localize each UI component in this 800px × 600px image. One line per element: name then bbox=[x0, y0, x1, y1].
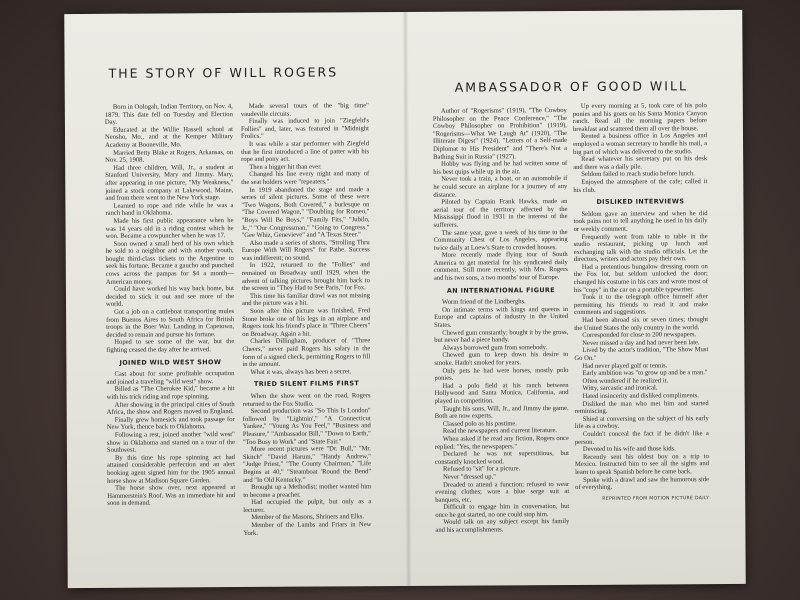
paragraph: Often wondered if he realized it. bbox=[582, 377, 669, 385]
paragraph: Declared he was not superstitious, but constantly knocked wood. bbox=[434, 450, 569, 466]
paragraph: Never "dressed up." bbox=[443, 473, 496, 481]
section-heading: JOINED WILD WEST SHOW bbox=[119, 357, 222, 367]
paragraph: Finally grew homesick and took passage for New York, thence back to Oklahoma. bbox=[106, 415, 235, 432]
paragraph: Dreaded to attend a function; refused to wear evening clothes; wore a blue serge suit at banquets, etc. bbox=[435, 480, 570, 504]
paragraph: Brought up a Methodist; mother wanted him to become a preacher. bbox=[243, 483, 372, 499]
paragraph: The horse show over, next appeared at Hammerstein's Roof. Was an immediate hit and soon in demand. bbox=[107, 484, 236, 508]
paragraph: Got a job on a cattleboat transporting mules from Buenos Aires to South Africa for British troops in the Boer War. Landing in Capetown, decided to remain and pursue his fortune. bbox=[106, 308, 235, 339]
column-1 bbox=[105, 103, 235, 508]
paragraph: Had been abroad six or seven times; thought the United States the only country in the world. bbox=[574, 316, 709, 332]
paragraph: Also made a series of shorts, "Strolling Thru Europe With Will Rogers" for Pathe. Success was indifferent; no sound. bbox=[241, 238, 370, 262]
paragraph: On intimate terms with kings and queens in Europe and captains of industry in the United States. bbox=[434, 305, 569, 329]
paragraph: Born in Oologah, Indian Territory, on Nov. 4, 1879. This date fell on Tuesday and Election Day. bbox=[104, 103, 233, 127]
column-4 bbox=[573, 102, 709, 503]
paragraph: Soon after this picture was finished, Fred Stone broke one of his legs in an airplane and Rogers took his friend's place in "Three Cheers" on Broadway. Again a hit. bbox=[242, 307, 371, 338]
paragraph: Made several tours of the "big time" vaudeville circuits. bbox=[240, 102, 369, 118]
paragraph: Could have worked his way back home, but decided to stick it out and see more of the world. bbox=[105, 285, 235, 309]
paragraph: Worm friend of the Lindberghs. bbox=[442, 298, 526, 307]
paragraph: Always borrowed gum from somebody. bbox=[442, 343, 548, 352]
paragraph: Shied at conversing on the subject of his early life as a cowboy. bbox=[574, 414, 709, 431]
paragraph: Recently sent his oldest boy on a trip to Mexico. Instructed him to see all the sights and learn to speak Spanish before he came back. bbox=[574, 452, 710, 476]
paragraph: Took it to the telegraph office himself after permitting his friends to read it and make comments and suggestions. bbox=[574, 293, 709, 317]
paragraph: Billed as "The Cherokee Kid," became a hit with his trick riding and rope spinning. bbox=[106, 385, 235, 401]
paragraph: Frequently went from table to table in the studio restaurant, picking up lunch and exchanging talk with the studio officials. Let the directors, writers and actors pay their own. bbox=[573, 232, 708, 264]
paragraph: Read whatever his secretary put on his desk and there was a daily pile. bbox=[573, 155, 708, 171]
paragraph: Married Betty Blake at Rogers, Arkansas, on Nov. 25, 1908. bbox=[105, 148, 234, 164]
paragraph: Corresponded for close to 200 newspapers. bbox=[582, 331, 697, 340]
paragraph: Read the newspapers and current literature. bbox=[442, 427, 558, 436]
paragraph: Would talk on any subject except his family and his accomplishments. bbox=[435, 518, 570, 534]
paragraph: Difficult to engage him in conversation, but once he got started, no one could stop him. bbox=[435, 503, 570, 519]
center-fold bbox=[402, 12, 412, 586]
paragraph: In 1922, returned to the "Follies" and remained on Broadway until 1929, when the advent of talking pictures brought him back to the screen in "They Had to See Paris," for Fox. bbox=[241, 261, 370, 293]
paragraph: Changed his line every night and many of the seat holders were "repeaters." bbox=[241, 170, 370, 186]
paragraph: Seldom failed to reach studio before lunch. bbox=[581, 170, 695, 179]
paragraph: It was while a star performer with Ziegfeld that he first introduced a line of patter with his rope and pony act. bbox=[241, 140, 370, 164]
paragraph: Classed polo as his pastime. bbox=[442, 420, 517, 428]
paragraph: Taught his sons, Will, Jr., and Jimmy the game. Both are now experts. bbox=[434, 404, 569, 420]
paragraph: Had a polo field at his ranch between Hollywood and Santa Monica, California, and played in competition. bbox=[434, 381, 569, 405]
right-page-title: AMBASSADOR OF GOOD WILL bbox=[454, 78, 688, 95]
paragraph: Hoped to see some of the war, but the fighting ceased the day after he arrived. bbox=[106, 338, 235, 354]
paragraph: This time his familiar drawl was not missing and the picture was a hit. bbox=[242, 292, 370, 308]
paragraph: Refused to "sit" for a picture. bbox=[443, 465, 521, 474]
paragraph: Made his first public appearance when he was 14 years old in a riding contest which he won. Became a cowpuncher when he was 17. bbox=[105, 216, 234, 240]
paragraph: Then a bigger hit than ever. bbox=[249, 163, 322, 171]
paragraph: Spoke with a drawl and saw the humorous side of everything. bbox=[575, 475, 710, 492]
paragraph: Chewed gum to keep down his desire to smoke. Hadn't smoked for years. bbox=[434, 351, 569, 367]
paragraph: Disliked the man who met him and started reminiscing. bbox=[574, 399, 709, 416]
paragraph: Finally was induced to join "Ziegfeld's Follies" and, later, was featured in "Midnight Frolics." bbox=[240, 117, 369, 141]
paragraph: Had a pretentious bungalow dressing room on the Fox lot, but seldom unlocked the door; changed his costume in his cars and wrote most of his "copy" in the car on a portable typewriter. bbox=[573, 263, 708, 294]
paragraph: Had never played golf or tennis. bbox=[582, 361, 668, 370]
column-3 bbox=[433, 107, 570, 534]
paragraph: Hobby was flying and he had written some of his best quips while up in the air. bbox=[433, 160, 568, 176]
paragraph: Seldom gave an interview and when he did took pains not to tell anything he used in his daily or weekly comment. bbox=[573, 209, 708, 233]
paragraph: In 1919 abandoned the stage and made a series of silent pictures. Some of these were "Two Wagons, Both Covered," a burlesque on "The Covered Wagon," "Doubling for Romeo," "Boys Will Be Boys," "Family Fits," "Jubilo, Jr.," "Our Congressman," "Going to Congress," "Gee Whiz, Genevieve" and "A Texas Steer." bbox=[241, 185, 370, 240]
paragraph: Member of the Lambs and Friars in New York. bbox=[243, 521, 372, 537]
section-heading: DISLIKED INTERVIEWS bbox=[596, 197, 685, 206]
paragraph: Witty, sarcastic and ironical. bbox=[582, 384, 658, 393]
paragraph: Never missed a day and had never been late. bbox=[582, 339, 700, 347]
paragraph: Chewed gum constantly; bought it by the gross, but never had a piece handy. bbox=[434, 328, 569, 345]
paragraph: Second production was "So This Is London" followed by "Lightnin'," "A Connecticut Yankee," "Young As You Feel," "Business and Pleasure," "Ambassador Bill," "Down to Earth," "Too Busy to Work" and "State Fair." bbox=[242, 407, 371, 446]
reprint-credit: REPRINTED FROM MOTION PICTURE DAILY bbox=[602, 495, 710, 502]
paragraph: What it was, always has been a secret. bbox=[250, 368, 352, 376]
paragraph: More recently made flying tour of South America to get material for his syndicated daily comment. Still more recently, with Mrs. Rogers and his two sons, a two months' tour of Europe. bbox=[433, 251, 568, 282]
paragraph: Piloted by Captain Frank Hawks, made an aerial tour of the territory affected by the Mississippi flood in 1931 in the interest of the sufferers. bbox=[433, 198, 568, 229]
paragraph: Following a rest, joined another "wild west" show in Oklahoma and started on a tour of the Southwest. bbox=[106, 430, 235, 454]
paragraph: Up every morning at 5, took care of his polo ponies and his goats on his Santa Monica Canyon ranch. Read all the morning papers before breakfast and scattered them all over the house. bbox=[572, 102, 707, 133]
paragraph: Member of the Masons, Shriners and Elks. bbox=[251, 513, 365, 522]
paragraph: Couldn't conceal the fact if he didn't like a person. bbox=[574, 430, 709, 446]
paragraph: Author of "Rogerisms" (1919), "The Cowboy Philosopher on the Peace Conference," "The Cowboy Philosopher on Prohibition" (1919), "Rogerisms—What We Laugh At" (1920), "The Illiterate Digest" (1924), "Letters of a Self-made Diplomat to His President" and "There's Not a Bathing Suit in Russia" (1927). bbox=[432, 107, 568, 161]
paragraph: Learned to rope and ride while he was a ranch hand in Oklahoma. bbox=[105, 201, 234, 218]
paragraph: Soon owned a small herd of his own which he sold to a neighbor and with another youth, bought third-class tickets to the Argentine to seek his fortune. Became a gaucho and punched cows across the pampas for $4 a month—American money. bbox=[105, 239, 234, 286]
paragraph: More recent pictures were "Dr. Bull," "Mr. Skitch" "David Harum," "Handy Andrew," "Judge Priest," "The County Chairman," "Life Begins at 40," "Steamboat 'Round the Bend" and "In Old Kentucky." bbox=[242, 445, 372, 484]
paragraph: Rented a business office in Los Angeles and employed a woman secretary to handle his mail, a big part of which was delivered to the studio. bbox=[573, 132, 708, 156]
paragraph: By this time his rope spinning act had attained considerable perfection and an alert booking agent signed him for the 1905 annual horse show at Madison Square Garden. bbox=[106, 453, 236, 485]
paragraph: When asked if he read any fiction, Rogers once replied: "Yes, the newspapers." bbox=[434, 434, 569, 451]
left-page-title: THE STORY OF WILL ROGERS bbox=[108, 64, 339, 81]
paragraph: The same year, gave a week of his time to the Community Chest of Los Angeles, appearing twice daily at Loew's State to crowded houses. bbox=[433, 228, 568, 252]
paragraph: Lived by the actor's tradition, "The Show Must Go On." bbox=[574, 346, 709, 362]
paragraph: Hated insincerity and disliked compliments. bbox=[582, 392, 699, 400]
paragraph: Educated at the Willie Hassell school at Neosho, Mo., and at the Kemper Military Academy at Booneville, Mo. bbox=[104, 125, 234, 149]
paragraph: Charles Dillingham, producer of "Three Cheers," never paid Rogers his salary in the form of a signed check, permitting Rogers to fill in the amount. bbox=[242, 337, 371, 369]
paragraph: Cast about for some profitable occupation and joined a traveling "wild west" show. bbox=[106, 370, 235, 386]
section-heading: AN INTERNATIONAL FIGURE bbox=[446, 285, 556, 295]
paragraph: Had three children, Will, Jr., a student at Stanford University, Mary and Jimmy. Mary, after appearing in one picture, "My Weakness," joined a stock company at Lakewood, Maine, and from there went to the New York stage. bbox=[105, 163, 234, 202]
paragraph: Only pets he had were horses, mostly polo ponies. bbox=[434, 366, 569, 383]
paragraph: Never took a train, a boat, or an automobile if he could secure an airplane for a journey of any distance. bbox=[433, 175, 568, 199]
paragraph: When the show went on the road, Rogers returned to the Fox Studio. bbox=[242, 392, 371, 408]
paragraph: After showing in the principal cities of South Africa, the show and Rogers moved to England. bbox=[106, 400, 235, 416]
pamphlet-spread bbox=[64, 10, 745, 588]
paragraph: Had occupied the pulpit, but only as a lecturer. bbox=[243, 498, 372, 514]
column-2 bbox=[241, 102, 372, 537]
section-heading: TRIED SILENT FILMS FIRST bbox=[253, 379, 360, 389]
paragraph: Devoted to his wife and those kids. bbox=[582, 445, 676, 454]
paragraph: Enjoyed the atmosphere of the cafe; called it his club. bbox=[573, 178, 708, 194]
paragraph: Early ambition was "to grow up and be a man." bbox=[582, 369, 708, 378]
